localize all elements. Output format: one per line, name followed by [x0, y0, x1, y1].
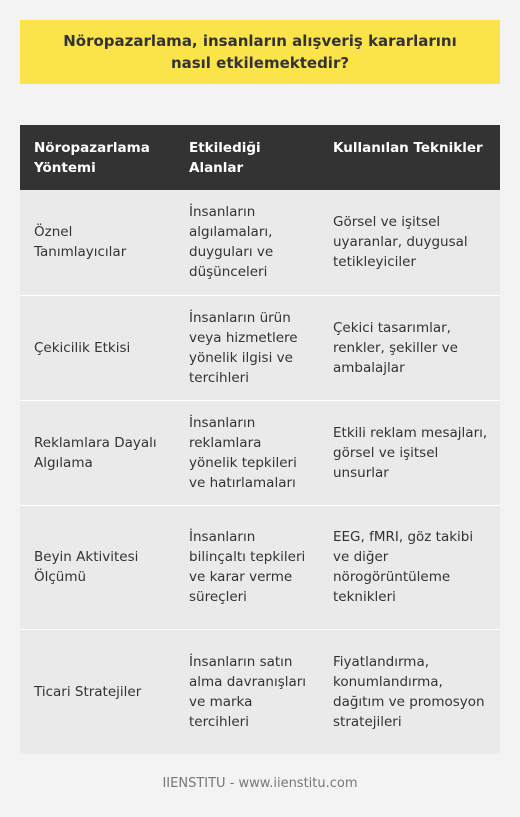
title-banner [20, 20, 500, 84]
comparison-table [20, 125, 500, 754]
page-title: Nöropazarlama, insanların alışveriş kararlarını nasıl etkilemektedir? [63, 32, 457, 72]
table-cell-areas: İnsanların satın alma davranışları ve marka tercihleri [175, 629, 319, 754]
table-cell-techniques: Çekici tasarımlar, renkler, şekiller ve ambalajlar [319, 295, 500, 400]
table-cell-method: Öznel Tanımlayıcılar [20, 190, 175, 295]
table-cell-method: Ticari Stratejiler [20, 629, 175, 754]
footer-credit: IIENSTITU - www.iienstitu.com [162, 776, 358, 791]
table-header-row [20, 125, 500, 190]
table-cell-areas: İnsanların ürün veya hizmetlere yönelik ilgisi ve tercihleri [175, 295, 319, 400]
table-cell-techniques: Görsel ve işitsel uyaranlar, duygusal tetikleyiciler [319, 190, 500, 295]
table-row [20, 629, 500, 754]
column-header-techniques: Kullanılan Teknikler [319, 125, 500, 190]
table-row [20, 295, 500, 400]
table-cell-method: Reklamlara Dayalı Algılama [20, 400, 175, 505]
table-row [20, 400, 500, 505]
table-cell-techniques: Etkili reklam mesajları, görsel ve işitsel unsurlar [319, 400, 500, 505]
table-cell-techniques: Fiyatlandırma, konumlandırma, dağıtım ve promosyon stratejileri [319, 629, 500, 754]
column-header-areas: Etkilediği Alanlar [175, 125, 319, 190]
table-row [20, 190, 500, 295]
column-header-method: Nöropazarlama Yöntemi [20, 125, 175, 190]
table-cell-method: Çekicilik Etkisi [20, 295, 175, 400]
table-cell-areas: İnsanların bilinçaltı tepkileri ve karar verme süreçleri [175, 505, 319, 629]
table-row [20, 505, 500, 629]
table-cell-areas: İnsanların reklamlara yönelik tepkileri ve hatırlamaları [175, 400, 319, 505]
table-cell-method: Beyin Aktivitesi Ölçümü [20, 505, 175, 629]
table-cell-areas: İnsanların algılamaları, duyguları ve düşünceleri [175, 190, 319, 295]
table-cell-techniques: EEG, fMRI, göz takibi ve diğer nörogörüntüleme teknikleri [319, 505, 500, 629]
